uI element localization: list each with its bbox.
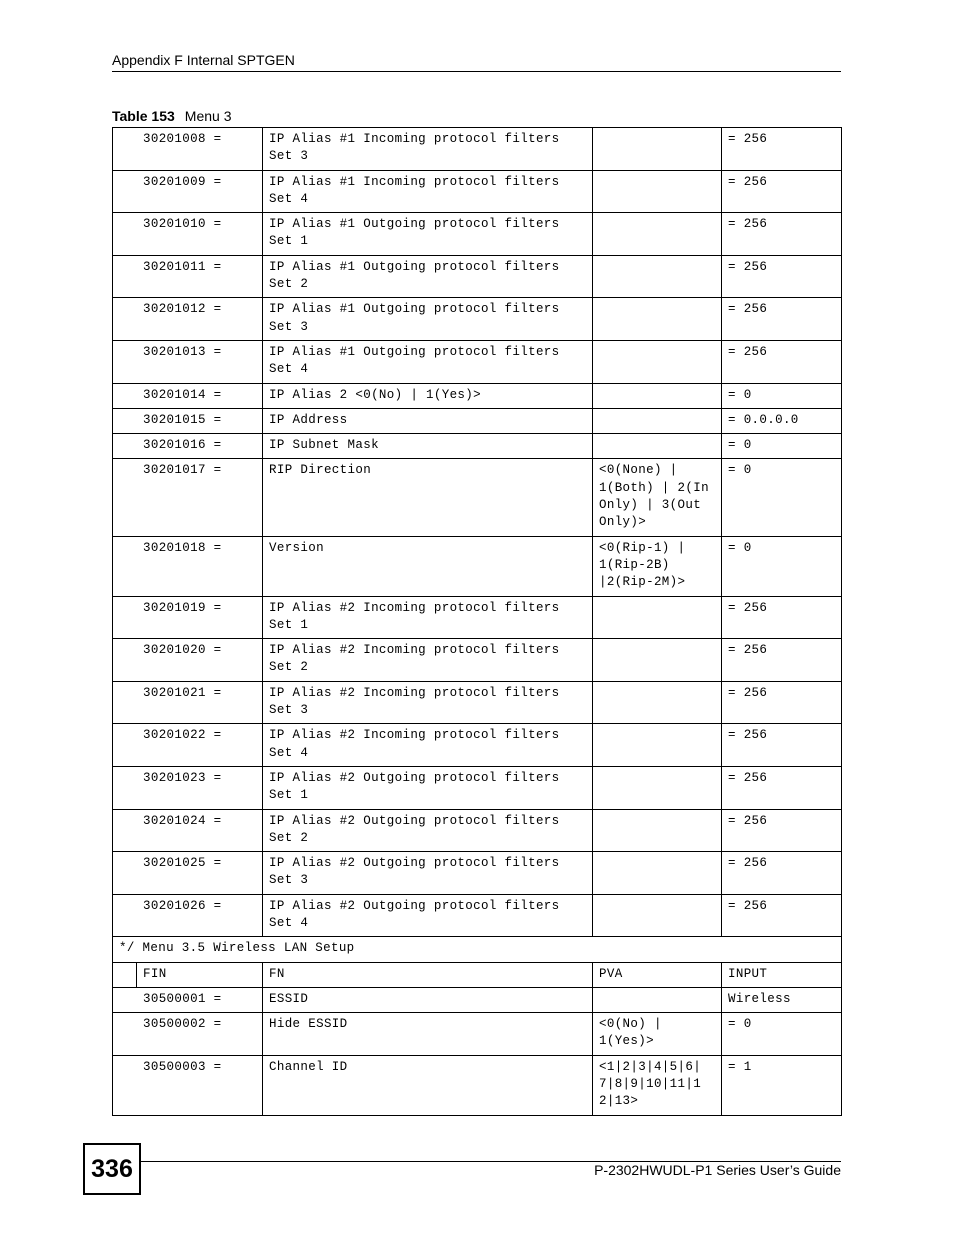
table-row (113, 459, 842, 536)
fn-cell (263, 340, 593, 383)
cell-line: IP Alias #2 Outgoing protocol filters (269, 770, 560, 785)
cell-line: <0(None) | (599, 463, 678, 478)
cell-line: Channel ID (269, 1059, 348, 1074)
fn-cell (263, 408, 593, 433)
column-header-row (113, 962, 842, 987)
table-row (113, 408, 842, 433)
pva-cell (593, 724, 722, 767)
input-cell: = 256 (722, 170, 842, 213)
table-row (113, 1055, 842, 1115)
table-row (113, 766, 842, 809)
cell-line: RIP Direction (269, 463, 372, 478)
table-row (113, 340, 842, 383)
fin-cell: 30201026 = (113, 894, 263, 937)
cell-line: Set 3 (269, 873, 309, 888)
table-row (113, 434, 842, 459)
pva-cell (593, 596, 722, 639)
fn-cell (263, 459, 593, 536)
fin-cell: 30201012 = (113, 298, 263, 341)
cell-line: Set 1 (269, 788, 309, 803)
input-cell: = 0 (722, 1013, 842, 1056)
fin-cell: 30201022 = (113, 724, 263, 767)
column-header-fn: FN (263, 962, 593, 987)
pva-cell (593, 213, 722, 256)
cell-line: Hide ESSID (269, 1017, 348, 1032)
cell-line: IP Alias #2 Incoming protocol filters (269, 600, 560, 615)
fin-cell: 30201020 = (113, 639, 263, 682)
pva-cell (593, 1013, 722, 1056)
pva-cell (593, 383, 722, 408)
fn-cell (263, 639, 593, 682)
input-cell: = 256 (722, 596, 842, 639)
pva-cell (593, 170, 722, 213)
cell-line: IP Alias #1 Outgoing protocol filters (269, 259, 560, 274)
cell-line: Version (269, 540, 324, 555)
table-caption-label: Table 153 (112, 108, 175, 124)
fin-cell: 30201017 = (113, 459, 263, 536)
cell-line: IP Alias #2 Incoming protocol filters (269, 685, 560, 700)
pva-cell (593, 408, 722, 433)
pva-cell (593, 434, 722, 459)
cell-line: IP Alias #2 Incoming protocol filters (269, 643, 560, 658)
table-row (113, 894, 842, 937)
column-header-pva: PVA (593, 962, 722, 987)
pva-cell (593, 894, 722, 937)
cell-line: Set 2 (269, 660, 309, 675)
table-row (113, 987, 842, 1012)
input-cell: = 256 (722, 894, 842, 937)
cell-line: Set 4 (269, 745, 309, 760)
header-spacer-cell (113, 962, 137, 987)
header-rule (112, 71, 841, 72)
pva-cell (593, 459, 722, 536)
cell-line: |2(Rip-2M)> (599, 575, 686, 590)
cell-line: Only)> (599, 515, 647, 530)
input-cell: = 256 (722, 766, 842, 809)
cell-line: Set 3 (269, 703, 309, 718)
table-row (113, 170, 842, 213)
fn-cell (263, 213, 593, 256)
fn-cell (263, 894, 593, 937)
fn-cell (263, 987, 593, 1012)
input-cell: = 256 (722, 724, 842, 767)
table-row (113, 255, 842, 298)
cell-line: IP Alias #2 Outgoing protocol filters (269, 813, 560, 828)
table-row (113, 639, 842, 682)
fin-cell: 30201014 = (113, 383, 263, 408)
pva-cell (593, 128, 722, 171)
cell-line: IP Alias #1 Incoming protocol filters (269, 132, 560, 146)
cell-line: 1(Rip-2B) (599, 557, 670, 572)
input-cell: = 256 (722, 340, 842, 383)
fn-cell (263, 852, 593, 895)
fin-cell: 30201025 = (113, 852, 263, 895)
input-cell: = 256 (722, 298, 842, 341)
pva-cell (593, 987, 722, 1012)
fn-cell (263, 1013, 593, 1056)
fn-cell (263, 809, 593, 852)
fin-cell: 30500003 = (113, 1055, 263, 1115)
fin-cell: 30500002 = (113, 1013, 263, 1056)
section-title: */ Menu 3.5 Wireless LAN Setup (113, 937, 842, 962)
fn-cell (263, 170, 593, 213)
fn-cell (263, 724, 593, 767)
pva-cell (593, 639, 722, 682)
fin-cell: 30201015 = (113, 408, 263, 433)
table-body (113, 128, 842, 1116)
fn-cell (263, 255, 593, 298)
table-row (113, 128, 842, 171)
menu-3-table (112, 127, 842, 1116)
input-cell: = 256 (722, 213, 842, 256)
table-row (113, 681, 842, 724)
input-cell: = 1 (722, 1055, 842, 1115)
cell-line: 1(Yes)> (599, 1034, 654, 1049)
cell-line: 1(Both) | 2(In (599, 480, 709, 495)
fn-cell (263, 298, 593, 341)
fn-cell (263, 536, 593, 596)
cell-line: 7|8|9|10|11|1 (599, 1077, 702, 1092)
input-cell: = 256 (722, 128, 842, 171)
fin-cell: 30201008 = (113, 128, 263, 171)
column-header-fin: FIN (137, 962, 263, 987)
table-row (113, 536, 842, 596)
cell-line: Set 2 (269, 830, 309, 845)
fn-cell (263, 766, 593, 809)
fin-cell: 30500001 = (113, 987, 263, 1012)
fn-cell (263, 596, 593, 639)
cell-line: IP Alias #1 Outgoing protocol filters (269, 344, 560, 359)
cell-line: Set 2 (269, 277, 309, 292)
table-row (113, 383, 842, 408)
cell-line: IP Alias #2 Incoming protocol filters (269, 728, 560, 743)
pva-cell (593, 852, 722, 895)
input-cell: = 0 (722, 383, 842, 408)
fin-cell: 30201011 = (113, 255, 263, 298)
fin-cell: 30201024 = (113, 809, 263, 852)
section-row (113, 937, 842, 962)
table-row (113, 596, 842, 639)
cell-line: IP Alias #1 Outgoing protocol filters (269, 217, 560, 232)
input-cell: = 0 (722, 536, 842, 596)
pva-cell (593, 340, 722, 383)
table-row (113, 298, 842, 341)
page-number: 336 (83, 1143, 141, 1195)
table-row (113, 1013, 842, 1056)
cell-line: 2|13> (599, 1094, 639, 1109)
table-caption-title: Menu 3 (184, 108, 232, 124)
input-cell: Wireless (722, 987, 842, 1012)
input-cell: = 256 (722, 639, 842, 682)
cell-line: Set 4 (269, 191, 309, 206)
cell-line: <0(No) | (599, 1017, 662, 1032)
cell-line: IP Alias 2 <0(No) | 1(Yes)> (269, 387, 481, 402)
cell-line: ESSID (269, 991, 309, 1006)
cell-line: Set 4 (269, 362, 309, 377)
fin-cell: 30201009 = (113, 170, 263, 213)
cell-line: IP Alias #2 Outgoing protocol filters (269, 856, 560, 871)
fin-cell: 30201023 = (113, 766, 263, 809)
pva-cell (593, 809, 722, 852)
input-cell: = 256 (722, 852, 842, 895)
fin-cell: 30201016 = (113, 434, 263, 459)
cell-line: Set 4 (269, 915, 309, 930)
input-cell: = 0.0.0.0 (722, 408, 842, 433)
guide-title: P-2302HWUDL-P1 Series User’s Guide (594, 1162, 841, 1178)
running-header: Appendix F Internal SPTGEN (112, 52, 295, 68)
cell-line: Set 3 (269, 319, 309, 334)
fin-cell: 30201018 = (113, 536, 263, 596)
pva-cell (593, 298, 722, 341)
table-row (113, 213, 842, 256)
fn-cell (263, 434, 593, 459)
pva-cell (593, 1055, 722, 1115)
fin-cell: 30201021 = (113, 681, 263, 724)
input-cell: = 256 (722, 681, 842, 724)
cell-line: IP Alias #1 Outgoing protocol filters (269, 302, 560, 317)
cell-line: IP Address (269, 412, 348, 427)
fn-cell (263, 383, 593, 408)
pva-cell (593, 536, 722, 596)
pva-cell (593, 766, 722, 809)
input-cell: = 0 (722, 434, 842, 459)
input-cell: = 256 (722, 255, 842, 298)
table-caption (112, 108, 231, 124)
cell-line: <1|2|3|4|5|6| (599, 1059, 702, 1074)
cell-line: IP Alias #1 Incoming protocol filters (269, 174, 560, 189)
cell-line: IP Alias #2 Outgoing protocol filters (269, 898, 560, 913)
fn-cell (263, 1055, 593, 1115)
fin-cell: 30201019 = (113, 596, 263, 639)
fn-cell (263, 128, 593, 171)
cell-line: Set 1 (269, 617, 309, 632)
fn-cell (263, 681, 593, 724)
pva-cell (593, 681, 722, 724)
input-cell: = 256 (722, 809, 842, 852)
table-row (113, 724, 842, 767)
cell-line: Set 3 (269, 149, 309, 164)
column-header-input: INPUT (722, 962, 842, 987)
pva-cell (593, 255, 722, 298)
table-row (113, 809, 842, 852)
table-row (113, 852, 842, 895)
cell-line: <0(Rip-1) | (599, 540, 686, 555)
input-cell: = 0 (722, 459, 842, 536)
fin-cell: 30201010 = (113, 213, 263, 256)
cell-line: Only) | 3(Out (599, 498, 702, 513)
fin-cell: 30201013 = (113, 340, 263, 383)
cell-line: IP Subnet Mask (269, 438, 379, 453)
cell-line: Set 1 (269, 234, 309, 249)
